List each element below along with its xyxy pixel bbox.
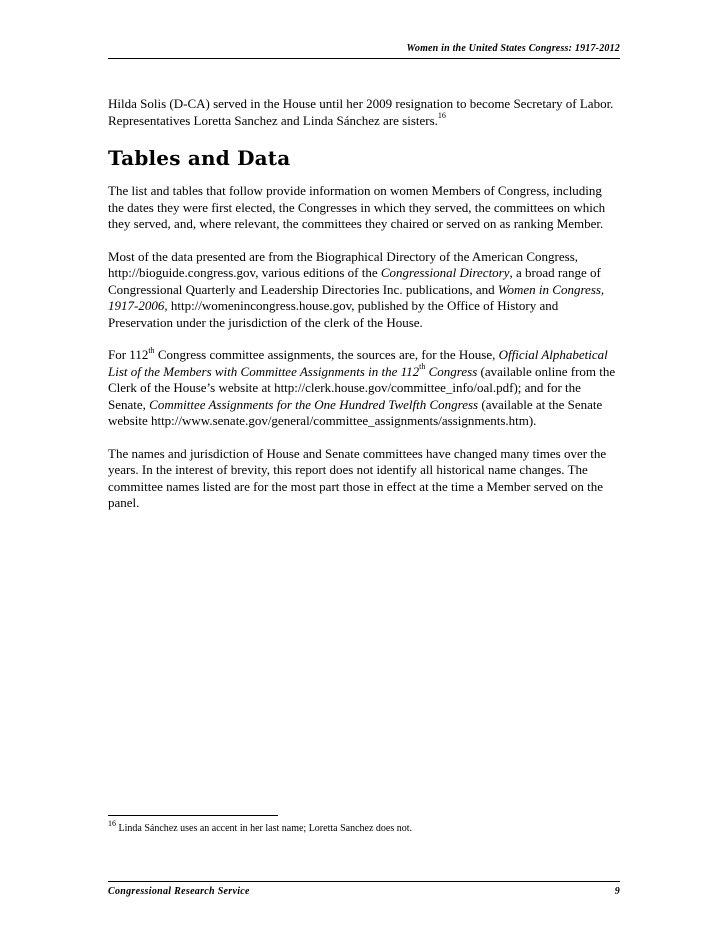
- section-paragraph-1: The list and tables that follow provide information on women Members of Congress, including the dates they were first elected, the Congresses in which they served, the committees on which they served, and, where relevant, the committees they chaired or served on as ranking Member.: [108, 183, 606, 231]
- footer-publisher: Congressional Research Service: [108, 886, 250, 897]
- p3-text-c: (available online from the Clerk of the House’s website at http://clerk.house.gov/committee_info/oal.pdf); and for the Senate,: [108, 363, 616, 412]
- p2-text-a: Most of the data presented are from the Biographical Directory of the American Congress, http://bioguide.congress.gov, various editions of the: [108, 248, 579, 280]
- p3-text-d: (available at the Senate website http://www.senate.gov/general/committee_assignments/assignments.htm).: [108, 396, 603, 428]
- congressional-directory-title: Congressional Directory: [380, 265, 510, 280]
- section-paragraph-4: The names and jurisdiction of House and Senate committees have changed many times over the years. In the interest of brevity, this report does not identify all historical name changes. The committee names listed are for the most part those in effect at the time a Member served on the panel.: [108, 445, 607, 510]
- footnote-text: Linda Sánchez uses an accent in her last name; Loretta Sanchez does not.: [116, 823, 412, 834]
- women-in-congress-title: Women in Congress, 1917-2006,: [108, 281, 605, 313]
- footnote-number: 16: [108, 818, 116, 828]
- official-alphabetical-list-title: Official Alphabetical List of the Members with Committee Assignments in the 112: [108, 347, 608, 379]
- running-footer: [108, 881, 620, 897]
- footnote-ref-16[interactable]: 16: [437, 111, 446, 121]
- page-body: [108, 96, 620, 528]
- footnote-divider: [108, 815, 278, 816]
- section-paragraph-3: [108, 347, 620, 430]
- p3-ordinal-2: th: [419, 362, 426, 372]
- running-header: [108, 43, 620, 59]
- official-alphabetical-list-title-end: Congress: [425, 363, 478, 379]
- p3-text-a: For 112: [108, 347, 149, 362]
- section-paragraph-2: [108, 249, 620, 332]
- running-header-title: Women in the United States Congress: 1917-2012: [406, 43, 620, 54]
- p3-text-b: Congress committee assignments, the sources are, for the House,: [154, 347, 499, 362]
- p2-text-c: http://womenincongress.house.gov, published by the Office of History and Preservation under the jurisdiction of the clerk of the House.: [108, 298, 559, 330]
- intro-paragraph: [108, 96, 620, 129]
- page-number: 9: [614, 886, 620, 897]
- committee-assignments-title: Committee Assignments for the One Hundred Twelfth Congress: [149, 396, 479, 412]
- section-heading: Tables and Data: [108, 146, 291, 170]
- p2-text-b: , a broad range of Congressional Quarterly and Leadership Directories Inc. publications, and: [108, 265, 601, 297]
- intro-text: Hilda Solis (D-CA) served in the House until her 2009 resignation to become Secretary of Labor. Representatives Loretta Sanchez and Linda Sánchez are sisters.: [108, 96, 614, 128]
- p3-ordinal-1: th: [148, 345, 155, 355]
- footnote: [108, 818, 412, 834]
